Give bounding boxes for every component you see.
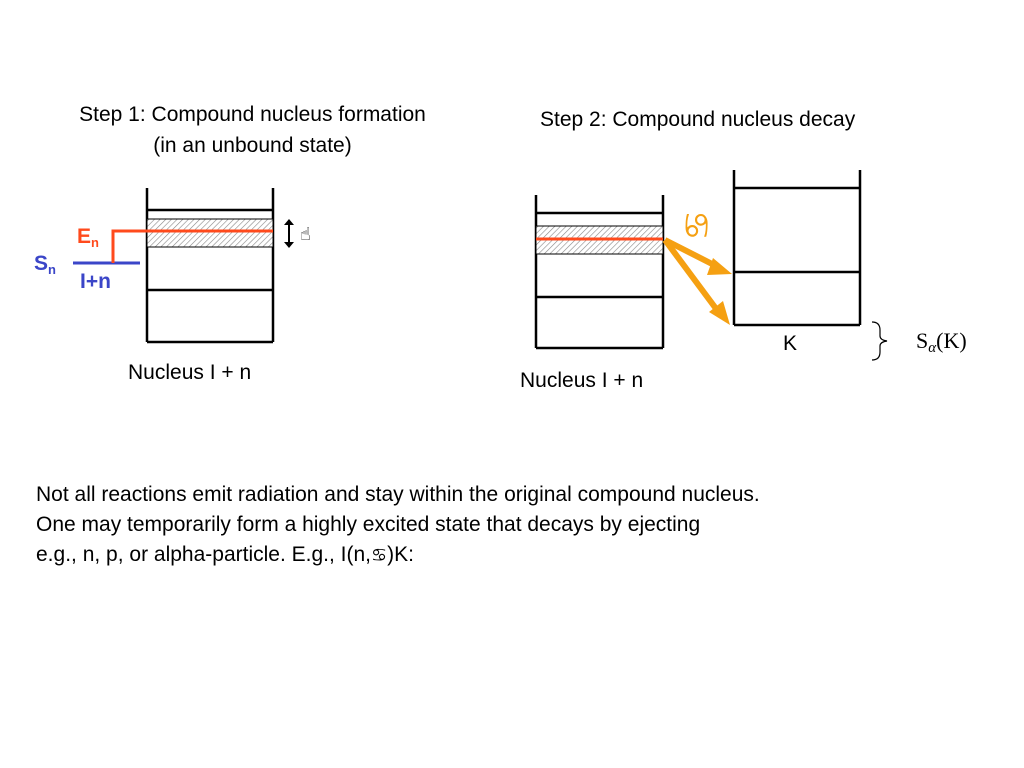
iplusn-label: I+n [80, 270, 111, 293]
separation-sub: α [928, 340, 937, 356]
separation-main: S [916, 328, 929, 353]
nucleus-1-label: Nucleus I + n [128, 361, 252, 384]
en-step-line [113, 231, 147, 263]
paragraph-line-3 [36, 540, 760, 571]
paragraph-line-1: Not all reactions emit radiation and stay within the original compound nucleus. [36, 483, 760, 506]
sn-label [34, 251, 56, 278]
alpha-separation-energy-label [916, 328, 967, 357]
width-double-arrow [284, 219, 294, 248]
alpha-decay-arrows [665, 240, 732, 325]
separation-brace [872, 322, 887, 360]
explanation-paragraph [36, 480, 760, 571]
nucleus-k-label: K [783, 332, 798, 355]
nucleus-2-levels [536, 195, 663, 348]
nucleus-2-label: Nucleus I + n [520, 369, 644, 392]
en-main: E [77, 225, 92, 248]
paragraph-line-2: One may temporarily form a highly excited state that decays by ejecting [36, 513, 701, 536]
nucleus-1-levels [147, 188, 273, 342]
step2-title: Step 2: Compound nucleus decay [540, 108, 856, 131]
sn-main: S [34, 252, 49, 275]
step1-title-line2: (in an unbound state) [153, 134, 352, 158]
sn-sub: n [48, 262, 56, 277]
nucleus-1-unbound-band [147, 219, 273, 247]
en-label [77, 224, 99, 251]
paragraph-line-3-end: )K: [387, 543, 414, 566]
paragraph-line-3-start: e.g., n, p, or alpha-particle. E.g., I(n, [36, 543, 372, 566]
alpha-particle-icon: ♋ [675, 210, 716, 241]
alpha-symbol-icon: ♋ [371, 545, 388, 566]
nucleus-k-levels [734, 170, 860, 325]
separation-paren: (K) [936, 328, 967, 353]
pointing-hand-icon: ☝ [300, 224, 311, 245]
en-sub: n [91, 235, 99, 250]
step1-title-line1: Step 1: Compound nucleus formation [79, 103, 426, 126]
